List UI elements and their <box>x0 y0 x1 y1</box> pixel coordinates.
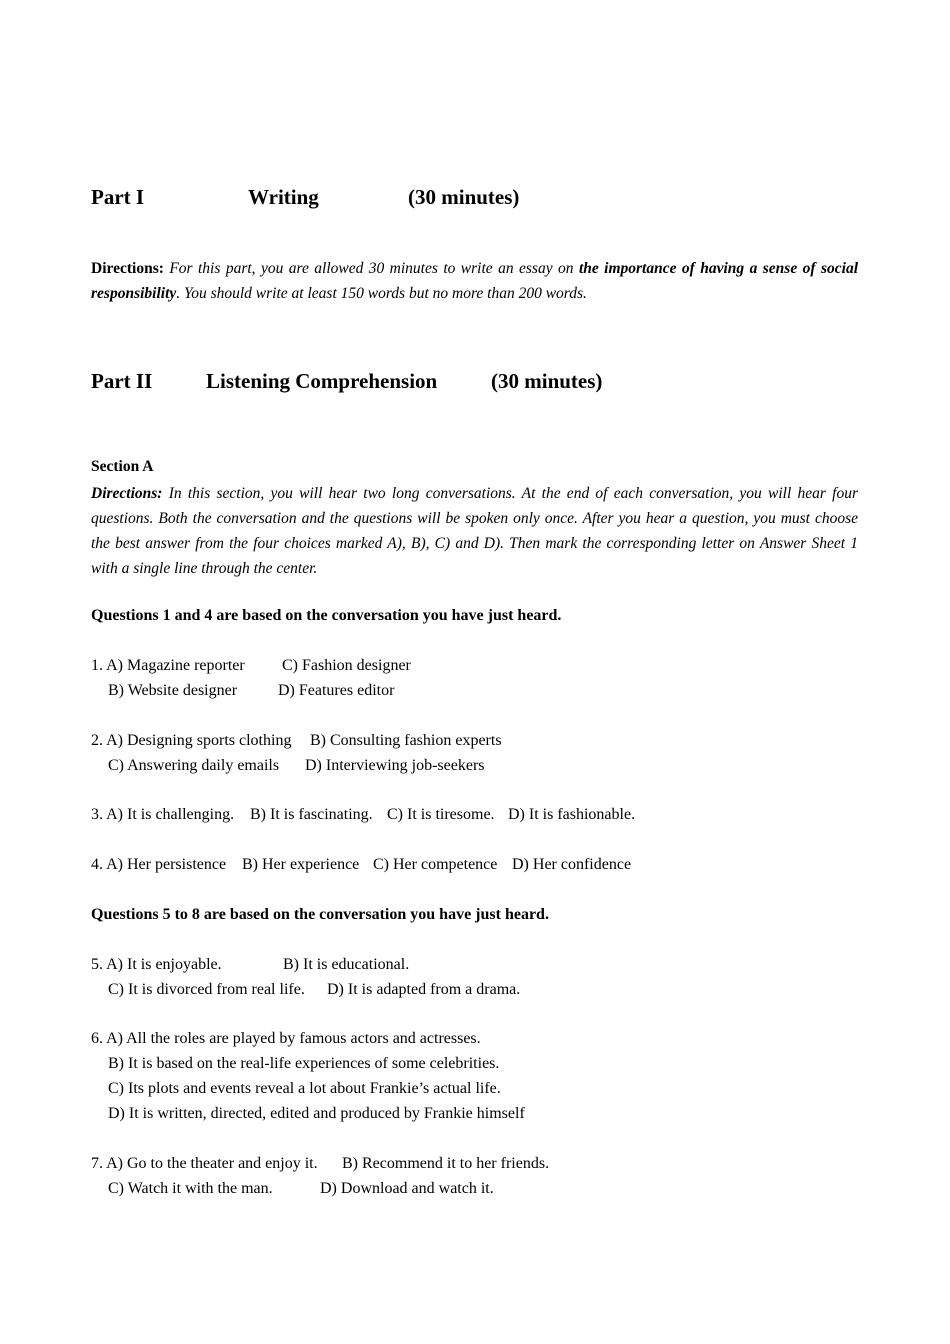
q2-option-c: C) Answering daily emails <box>108 757 280 774</box>
q6-option-d: D) It is written, directed, edited and produced by Frankie himself <box>108 1105 525 1122</box>
q3-option-d: D) It is fashionable. <box>508 806 636 823</box>
group2-heading: Questions 5 to 8 are based on the conversation you have just heard. <box>91 906 549 923</box>
part1-directions-topic: the importance of having a sense of social responsibility <box>91 260 858 302</box>
part2-title: Listening Comprehension <box>206 369 438 393</box>
q4-option-d: D) Her confidence <box>512 856 632 873</box>
part2-directions-label: Directions: <box>91 485 163 502</box>
q5-option-a: 5. A) It is enjoyable. <box>91 956 222 973</box>
q2-option-b: B) Consulting fashion experts <box>310 732 502 749</box>
q7-option-c: C) Watch it with the man. <box>108 1180 273 1197</box>
q4-option-b: B) Her experience <box>242 856 360 873</box>
q4-option-a: 4. A) Her persistence <box>91 856 227 873</box>
part2-time: (30 minutes) <box>491 369 603 393</box>
q6-option-b: B) It is based on the real-life experiences of some celebrities. <box>108 1055 500 1072</box>
part1-directions-text-b: . You should write at least 150 words but no more than 200 words. <box>176 285 587 302</box>
q5-option-b: B) It is educational. <box>283 956 410 973</box>
q7-option-a: 7. A) Go to the theater and enjoy it. <box>91 1155 318 1172</box>
part1-directions-text-a: For this part, you are allowed 30 minutes to write an essay on <box>163 260 579 277</box>
q3-option-a: 3. A) It is challenging. <box>91 806 235 823</box>
q1-option-c: C) Fashion designer <box>282 657 411 674</box>
section-a-heading: Section A <box>91 458 154 475</box>
part1-directions-label: Directions: <box>91 260 164 277</box>
q5-option-d: D) It is adapted from a drama. <box>327 981 521 998</box>
part1-title: Writing <box>248 185 319 209</box>
q3-option-c: C) It is tiresome. <box>387 806 495 823</box>
part2-directions <box>91 481 858 581</box>
q4-option-c: C) Her competence <box>373 856 498 873</box>
q3-option-b: B) It is fascinating. <box>250 806 373 823</box>
part2-label: Part II <box>91 369 153 393</box>
group1-heading: Questions 1 and 4 are based on the conversation you have just heard. <box>91 607 562 624</box>
part1-label: Part I <box>91 185 145 209</box>
q1-option-b: B) Website designer <box>108 682 238 699</box>
q1-option-a: 1. A) Magazine reporter <box>91 657 245 674</box>
part1-time: (30 minutes) <box>408 185 520 209</box>
q5-option-c: C) It is divorced from real life. <box>108 981 305 998</box>
q7-option-d: D) Download and watch it. <box>320 1180 494 1197</box>
q6-option-a: 6. A) All the roles are played by famous actors and actresses. <box>91 1030 481 1047</box>
q2-option-d: D) Interviewing job-seekers <box>305 757 485 774</box>
part1-directions <box>91 256 858 306</box>
q1-option-d: D) Features editor <box>278 682 395 699</box>
q6-option-c: C) Its plots and events reveal a lot about Frankie’s actual life. <box>108 1080 501 1097</box>
q2-option-a: 2. A) Designing sports clothing <box>91 732 292 749</box>
q7-option-b: B) Recommend it to her friends. <box>342 1155 550 1172</box>
part2-directions-text: In this section, you will hear two long conversations. At the end of each conversation, you will hear four questions. Both the conversation and the questions will be spoken only once. After you hear a question, you must choose the best answer from the four choices marked A), B), C) and D). Then mark the corresponding letter on Answer Sheet 1 with a single line through the center. <box>91 485 858 577</box>
